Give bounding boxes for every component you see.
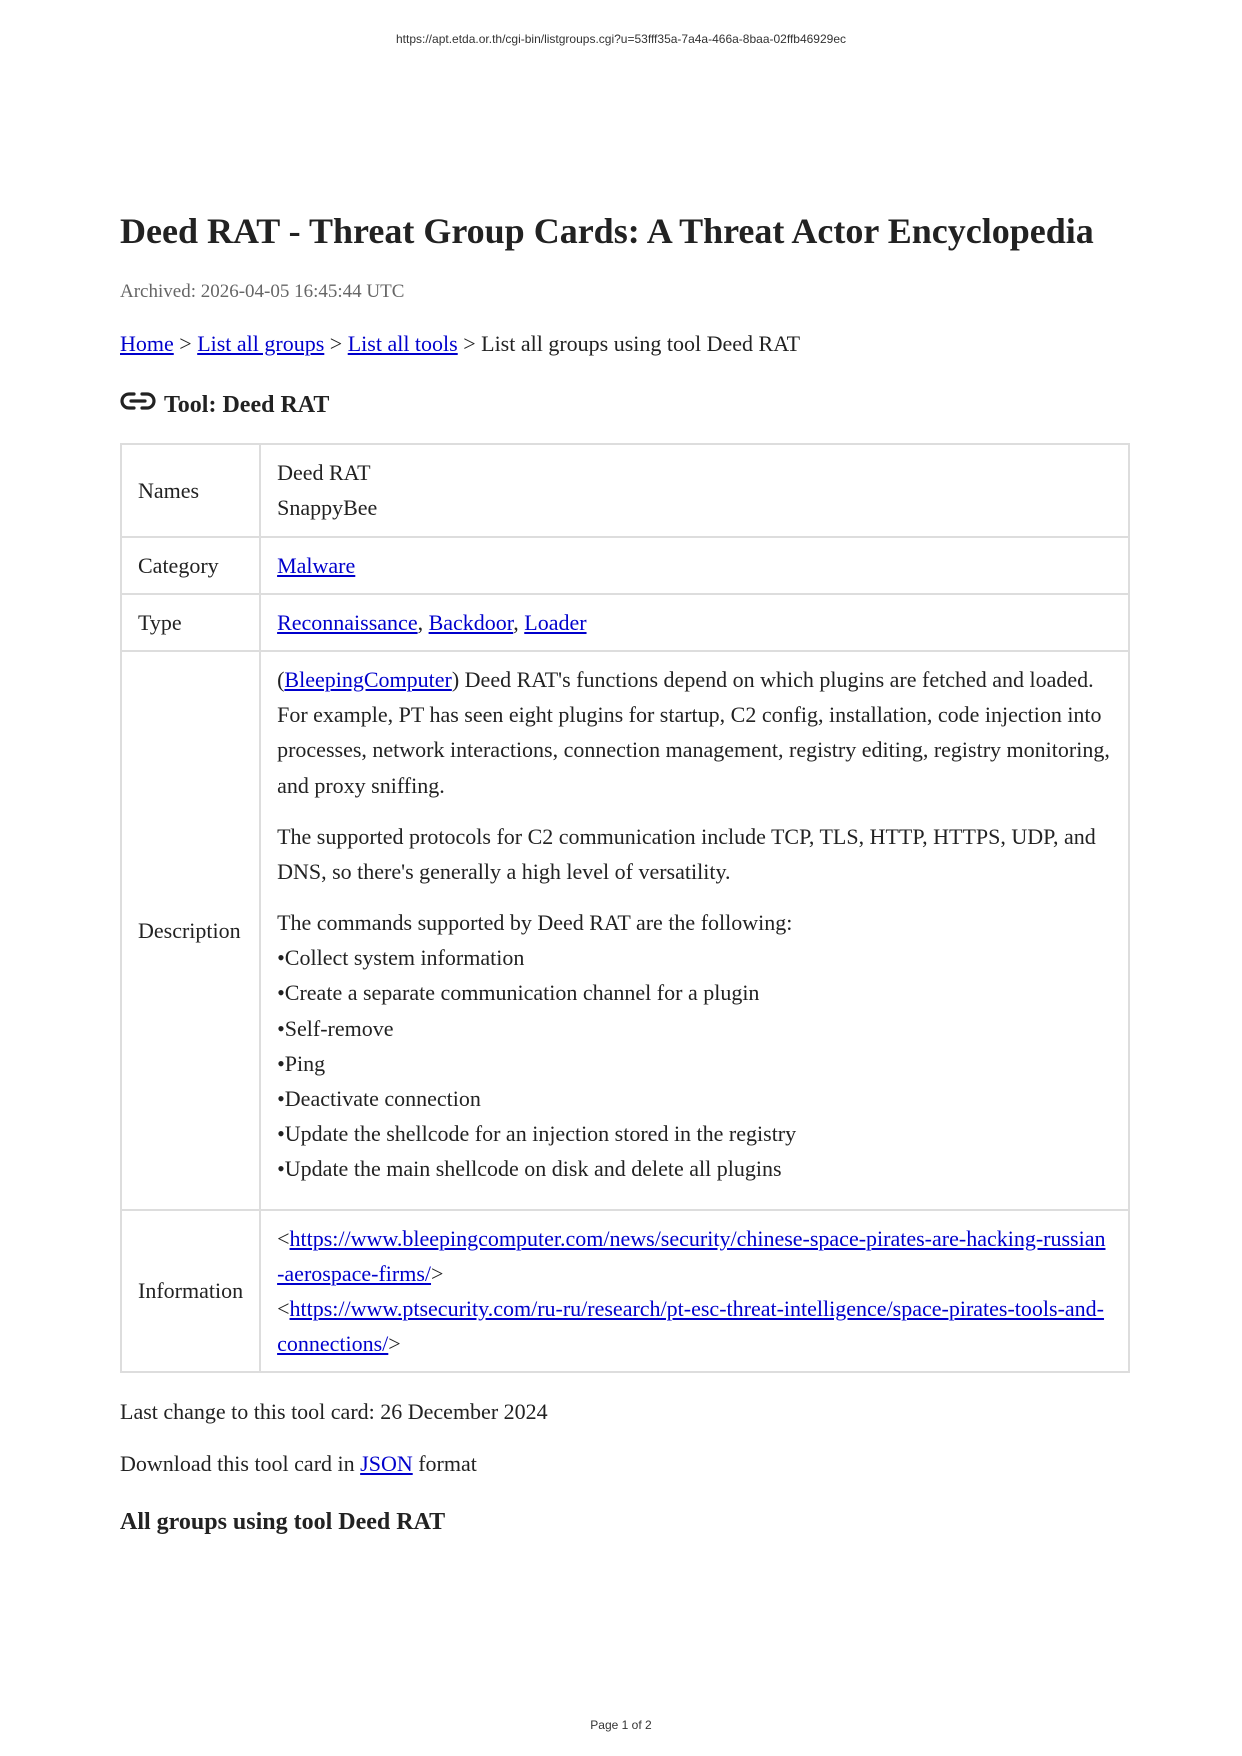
command-item: • Update the main shellcode on disk and delete all plugins — [277, 1151, 1112, 1186]
breadcrumb — [120, 331, 1130, 357]
description-paragraph — [277, 662, 1112, 803]
type-reconnaissance-link[interactable]: Reconnaissance — [277, 609, 418, 635]
last-change-text: Last change to this tool card: 26 December 2024 — [120, 1399, 548, 1425]
type-label: Type — [121, 594, 260, 651]
type-value — [260, 594, 1129, 651]
tool-heading-text: Tool: Deed RAT — [164, 392, 330, 419]
command-item: • Self-remove — [277, 1011, 1112, 1046]
groups-heading: All groups using tool Deed RAT — [120, 1509, 446, 1536]
type-row — [121, 594, 1129, 651]
angle-open: < — [277, 1225, 290, 1251]
bleepingcomputer-article-link[interactable]: https://www.bleepingcomputer.com/news/security/chinese-space-pirates-are-hacking-russian-aerospace-firms/ — [277, 1225, 1106, 1286]
command-item: • Collect system information — [277, 940, 1112, 975]
download-suffix: format — [412, 1451, 477, 1477]
archived-timestamp: Archived: 2026-04-05 16:45:44 UTC — [120, 281, 405, 303]
page-content — [120, 210, 1130, 1536]
angle-close: > — [388, 1331, 401, 1357]
paren-open: ( — [277, 666, 285, 692]
information-value — [260, 1210, 1129, 1373]
angle-open: < — [277, 1295, 290, 1321]
source-bleepingcomputer-link[interactable]: BleepingComputer — [284, 666, 452, 692]
description-value — [260, 651, 1129, 1210]
page-title: Deed RAT - Threat Group Cards: A Threat Actor Encyclopedia — [120, 211, 1094, 251]
category-malware-link[interactable]: Malware — [277, 552, 356, 578]
breadcrumb-current: > List all groups using tool Deed RAT — [457, 331, 801, 357]
breadcrumb-home-link[interactable]: Home — [120, 331, 174, 357]
name-item: Deed RAT — [277, 460, 371, 486]
json-download-link[interactable]: JSON — [360, 1451, 413, 1477]
command-item: • Update the shellcode for an injection stored in the registry — [277, 1116, 1112, 1151]
commands-intro: The commands supported by Deed RAT are the following: — [277, 910, 793, 936]
command-item: • Ping — [277, 1046, 1112, 1081]
breadcrumb-separator: > — [324, 331, 348, 357]
type-separator: , — [417, 609, 429, 635]
command-item: • Create a separate communication channel for a plugin — [277, 975, 1112, 1010]
name-item: SnappyBee — [277, 495, 378, 521]
names-label: Names — [121, 444, 260, 536]
page-number-footer: Page 1 of 2 — [590, 1718, 652, 1732]
type-separator: , — [513, 609, 525, 635]
information-row — [121, 1210, 1129, 1373]
description-text: Deed RAT's functions depend on which plugins are fetched and loaded. For example, PT has seen eight plugins for startup, C2 config, installation, code injection into processes, network interactions, connection management, registry editing, registry monitoring, and proxy sniffing. — [277, 666, 1110, 798]
paren-close: ) — [451, 666, 460, 692]
description-row — [121, 651, 1129, 1210]
tool-card-table — [120, 443, 1130, 1373]
description-paragraph: The supported protocols for C2 communication include TCP, TLS, HTTP, HTTPS, UDP, and DNS, so there's generally a high level of versatility. — [277, 823, 1096, 884]
type-loader-link[interactable]: Loader — [524, 609, 587, 635]
description-label: Description — [121, 651, 260, 1210]
information-line — [277, 1221, 1112, 1291]
category-label: Category — [121, 537, 260, 594]
ptsecurity-article-link[interactable]: https://www.ptsecurity.com/ru-ru/research/pt-esc-threat-intelligence/space-pirates-tools-and-connections/ — [277, 1295, 1105, 1357]
type-backdoor-link[interactable]: Backdoor — [428, 609, 514, 635]
breadcrumb-separator: > — [173, 331, 198, 357]
print-url-header: https://apt.etda.or.th/cgi-bin/listgroups.cgi?u=53fff35a-7a4a-466a-8baa-02ffb46929ec — [396, 32, 846, 46]
breadcrumb-list-groups-link[interactable]: List all groups — [197, 331, 325, 357]
category-row — [121, 537, 1129, 594]
names-value — [260, 444, 1129, 536]
breadcrumb-list-tools-link[interactable]: List all tools — [347, 331, 458, 357]
command-item: • Deactivate connection — [277, 1081, 1112, 1116]
names-row — [121, 444, 1129, 536]
download-line — [120, 1451, 1130, 1477]
angle-close: > — [431, 1260, 444, 1286]
information-label: Information — [121, 1210, 260, 1373]
information-line — [277, 1291, 1112, 1361]
tool-heading — [120, 391, 1130, 419]
commands-list — [277, 940, 1112, 1186]
link-icon — [120, 387, 156, 415]
download-prefix: Download this tool card in — [120, 1451, 361, 1477]
category-value — [260, 537, 1129, 594]
